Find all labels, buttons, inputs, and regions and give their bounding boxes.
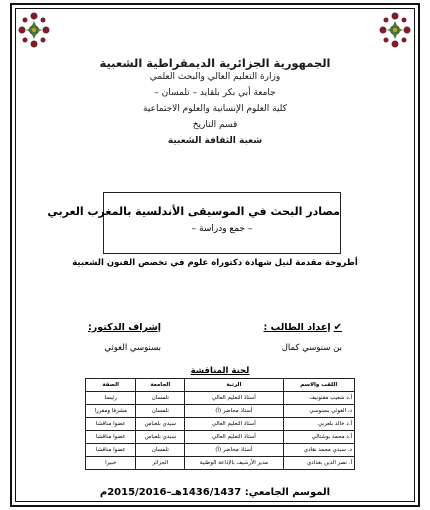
- faculty-name: كلية العلوم الإنسانية والعلوم الاجتماعية: [143, 104, 287, 114]
- table-row: [86, 418, 355, 431]
- table-row: [86, 431, 355, 444]
- member-rank: أستاذ التعليم العالي: [185, 418, 283, 431]
- member-role: رئيسا: [86, 392, 136, 405]
- right-ornament-icon: [377, 9, 413, 51]
- branch-name: شعبة الثقافة الشعبية: [167, 136, 263, 146]
- member-role: مشرفا ومقررا: [86, 405, 136, 418]
- table-header-row: [86, 379, 355, 392]
- candidate-name: بن سنوسي كمال: [281, 343, 342, 353]
- member-role: عضوا مناقشا: [86, 444, 136, 457]
- supervisor-label: إشراف الدكتور:: [88, 322, 162, 333]
- member-name: د. الغوثي بسنوسي: [283, 405, 355, 418]
- supervisor-block: [88, 322, 161, 353]
- member-rank: مدير الأرشيف بالإذاعة الوطنية: [185, 457, 283, 470]
- member-role: عضوا مناقشا: [86, 418, 136, 431]
- member-university: تلمسان: [136, 405, 185, 418]
- member-rank: أستاذ محاضر (أ): [185, 405, 283, 418]
- thesis-title: مصادر البحث في الموسيقى الأندلسية بالمغرب العربي: [47, 205, 340, 218]
- institution-header: [40, 56, 390, 148]
- member-rank: أستاذ محاضر (أ): [185, 444, 283, 457]
- header-name: اللقب والاسم: [283, 379, 355, 392]
- member-name: أ.د محمد بوشتالي: [283, 431, 355, 444]
- table-row: [86, 444, 355, 457]
- title-box: [47, 192, 341, 254]
- member-university: سيدي بلعباس: [136, 431, 185, 444]
- header-rank: الرتبة: [185, 379, 283, 392]
- table-row: [86, 392, 355, 405]
- academic-year: الموسم الجامعي: 1436/1437هـ–2015/2016م: [99, 487, 331, 498]
- thesis-statement: أطروحة مقدمة لنيل شهادة دكتوراه علوم في تخصص الفنون الشعبية: [72, 258, 358, 268]
- university-name: جامعة أبي بكر بلقايد – تلمسان –: [154, 88, 276, 98]
- header-university: الجامعة: [136, 379, 185, 392]
- member-university: الجزائر: [136, 457, 185, 470]
- left-ornament-icon: [16, 9, 52, 51]
- member-name: أ.د شعيب مقنونيف: [283, 392, 355, 405]
- committee-title: لجنة المناقشة: [190, 366, 250, 376]
- department-name: قسم التاريخ: [192, 120, 238, 130]
- table-row: [86, 457, 355, 470]
- member-role: خبيرا: [86, 457, 136, 470]
- member-university: سيدي بلعباس: [136, 418, 185, 431]
- member-name: أ. نصر الدين بغدادي: [283, 457, 355, 470]
- header-role: الصفة: [86, 379, 136, 392]
- thesis-subtitle: – جمع ودراسة –: [191, 224, 253, 234]
- member-role: عضوا مناقشا: [86, 431, 136, 444]
- checkmark-icon: ✔: [333, 322, 342, 333]
- candidate-block: [264, 322, 342, 353]
- member-university: تلمسان: [136, 392, 185, 405]
- committee-table: [85, 378, 355, 470]
- candidate-label: إعداد الطالب :: [263, 322, 331, 333]
- ministry-name: وزارة التعليم العالي والبحث العلمي: [149, 72, 281, 82]
- member-rank: أستاذ التعليم العالي: [185, 392, 283, 405]
- supervisor-name: بسنوسي الغوثي: [104, 343, 162, 353]
- member-name: د. سيدي محمد نقادي: [283, 444, 355, 457]
- republic-name: الجمهورية الجزائرية الديمقراطية الشعبية: [99, 56, 331, 70]
- member-university: تلمسان: [136, 444, 185, 457]
- member-name: أ.د خالد بلعربي: [283, 418, 355, 431]
- member-rank: أستاذ التعليم العالي: [185, 431, 283, 444]
- table-row: [86, 405, 355, 418]
